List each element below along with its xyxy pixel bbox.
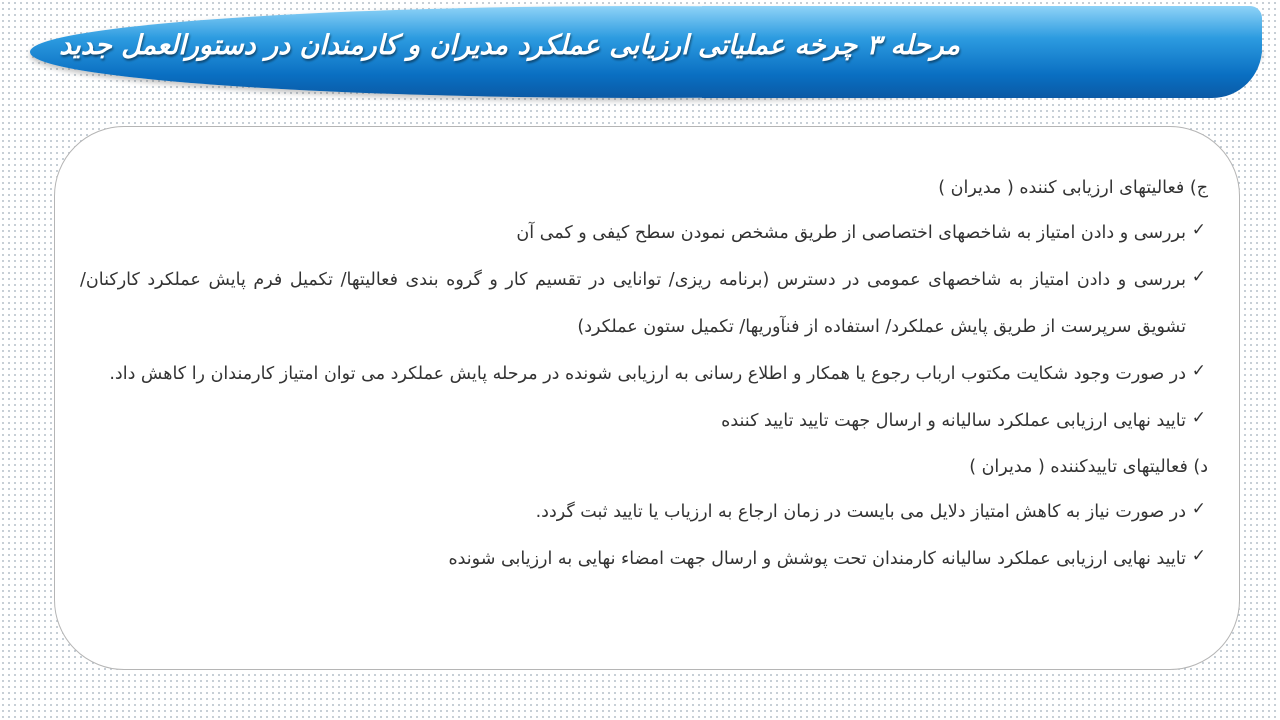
- check-icon: ✓: [1191, 546, 1206, 566]
- list-item: [80, 351, 1208, 398]
- section-title-evaluator: ج) فعالیتهای ارزیابی کننده ( مدیران ): [938, 178, 1208, 198]
- check-icon: ✓: [1191, 361, 1206, 381]
- list-item-text: در صورت وجود شکایت مکتوب ارباب رجوع یا همکار و اطلاع رسانی به ارزیابی شونده در مرحله پایش عملکرد می توان امتیاز کارمندان را کاهش داد.: [109, 364, 1186, 384]
- section-title-approver: د) فعالیتهای تاییدکننده ( مدیران ): [969, 457, 1208, 477]
- list-item-text: تایید نهایی ارزیابی عملکرد سالیانه کارمندان تحت پوشش و ارسال جهت امضاء نهایی به ارزیابی شونده: [448, 549, 1186, 569]
- list-item-text: در صورت نیاز به کاهش امتیاز دلایل می بایست در زمان ارجاع به ارزیاب یا تایید ثبت گردد.: [535, 502, 1186, 522]
- check-icon: ✓: [1191, 220, 1206, 240]
- list-item: [80, 210, 1208, 257]
- check-icon: ✓: [1191, 267, 1206, 287]
- list-item-text: تایید نهایی ارزیابی عملکرد سالیانه و ارسال جهت تایید تایید کننده: [721, 411, 1186, 431]
- list-item: [80, 398, 1208, 445]
- list-item: [80, 257, 1208, 351]
- content-area: [80, 166, 1208, 583]
- page-title: مرحله ۳ چرخه عملیاتی ارزیابی عملکرد مدیران و کارمندان در دستورالعمل جدید: [59, 30, 960, 61]
- list-item-text: بررسی و دادن امتیاز به شاخصهای اختصاصی از طریق مشخص نمودن سطح کیفی و کمی آن: [516, 223, 1186, 243]
- check-icon: ✓: [1191, 499, 1206, 519]
- list-item-text: بررسی و دادن امتیاز به شاخصهای عمومی در دسترس (برنامه ریزی/ توانایی در تقسیم کار و گروه بندی فعالیتها/ تکمیل فرم پایش عملکرد کارکنان/ تشویق سرپرست از طریق پایش عملکرد/ استفاده از فنآوریها/ تکمیل ستون عملکرد): [80, 270, 1186, 337]
- list-item: [80, 489, 1208, 536]
- list-item: [80, 536, 1208, 583]
- check-icon: ✓: [1191, 408, 1206, 428]
